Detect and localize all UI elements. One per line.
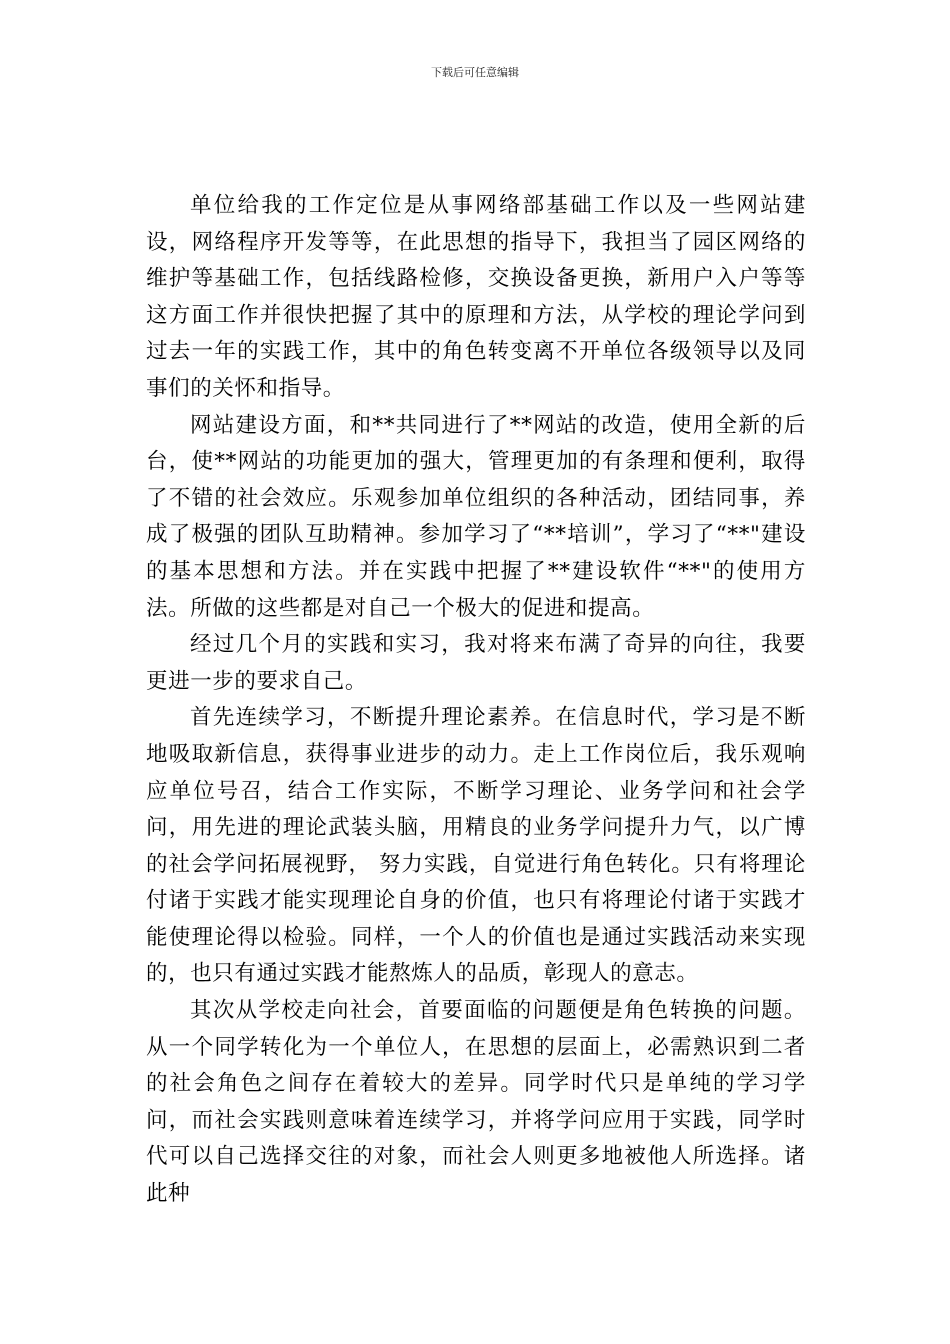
- document-body: [146, 188, 806, 1213]
- page-header: 下载后可任意编辑: [431, 66, 519, 79]
- paragraph-role-transition: 其次从学校走向社会，首要面临的问题便是角色转换的问题。从一个同学转化为一个单位人，在思想的层面上，必需熟识到二者的社会角色之间存在着较大的差异。同学时代只是单纯的学习学问，而社会实践则意味着连续学习，并将学问应用于实践，同学时代可以自己选择交往的对象，而社会人则更多地被他人所选择。诸此种: [146, 998, 806, 1207]
- paragraph-continuous-learning: 首先连续学习，不断提升理论素养。在信息时代，学习是不断地吸取新信息，获得事业进步的动力。走上工作岗位后，我乐观响应单位号召，结合工作实际，不断学习理论、业务学问和社会学问，用先进的理论武装头脑，用精良的业务学问提升力气，以广博的社会学问拓展视野， 努力实践，自觉进行角色转化。只有将理论付诸于实践才能实现理论自身的价值，也只有将理论付诸于实践才能使理论得以检验。同样，一个人的价值也是通过实践活动来实现的，也只有通过实践才能熬炼人的品质，彰现人的意志。: [146, 705, 806, 987]
- paragraph-practice-summary: 经过几个月的实践和实习，我对将来布满了奇异的向往，我要更进一步的要求自己。: [146, 632, 806, 694]
- paragraph-work-role: 单位给我的工作定位是从事网络部基础工作以及一些网站建设，网络程序开发等等，在此思想的指导下，我担当了园区网络的维护等基础工作，包括线路检修，交换设备更换，新用户入户等等这方面工作并很快把握了其中的原理和方法，从学校的理论学问到过去一年的实践工作，其中的角色转变离不开单位各级领导以及同事们的关怀和指导。: [146, 193, 806, 401]
- paragraph-website-building: 网站建设方面，和**共同进行了**网站的改造，使用全新的后台，使**网站的功能更加的强大，管理更加的有条理和便利，取得了不错的社会效应。乐观参加单位组织的各种活动，团结同事，养成了极强的团队互助精神。参加学习了“**培训”，学习了“**"建设的基本思想和方法。并在实践中把握了**建设软件“**"的使用方法。所做的这些都是对自己一个极大的促进和提高。: [146, 412, 806, 621]
